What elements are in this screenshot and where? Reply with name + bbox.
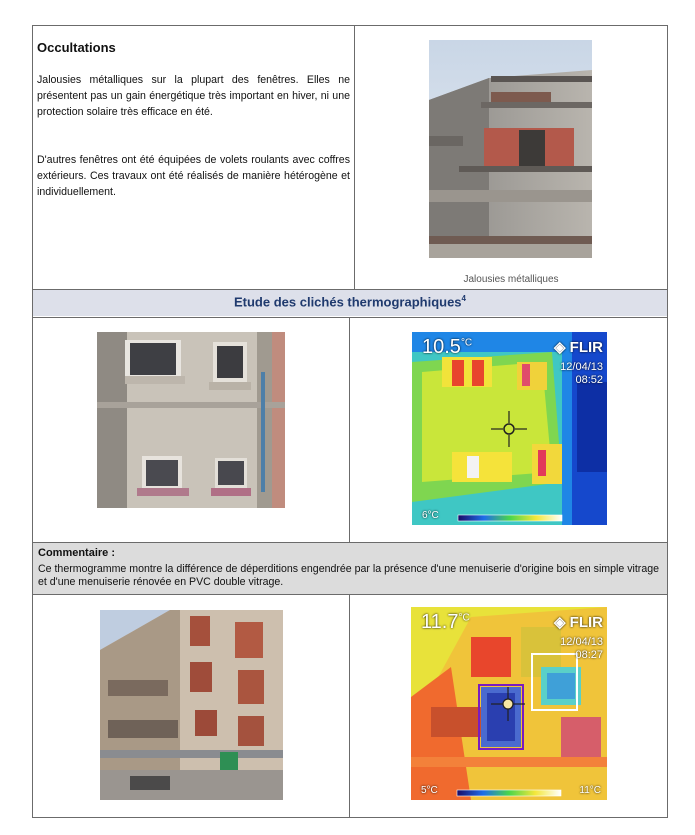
- section-heading: [33, 294, 667, 309]
- thermogram-2: [411, 607, 607, 800]
- table-right-border: [667, 25, 668, 818]
- facade-photo-jalousies: [429, 40, 592, 258]
- thermo-scale-min: 6°C: [422, 510, 439, 521]
- flir-brand-text: FLIR: [569, 339, 603, 356]
- thermo-temperature-unit: °C: [458, 612, 470, 624]
- flir-logo: ◈ FLIR: [553, 339, 603, 356]
- section-heading-text: Etude des clichés thermographiques: [233, 294, 462, 310]
- table-column-divider: [349, 317, 350, 543]
- thermo-datetime: [560, 636, 603, 662]
- table-row-divider: [32, 317, 668, 318]
- thermo-time: 08:27: [575, 649, 603, 661]
- table-left-border: [32, 25, 33, 818]
- comment-text: Ce thermogramme montre la différence de déperditions engendrée par la présence d'une menuiserie d'origine bois en simple vitrage et d'une menuiserie rénovée en PVC double vitrage.: [38, 563, 659, 588]
- thermo-scale-max: 11°C: [579, 785, 601, 796]
- table-column-divider: [354, 25, 355, 290]
- thermo-temperature-unit: °C: [460, 337, 473, 349]
- photo-caption: Jalousies métalliques: [463, 274, 559, 285]
- thermo-date: 12/04/13: [560, 636, 603, 648]
- comment-label: Commentaire :: [38, 547, 116, 559]
- section-title: Occultations: [37, 40, 116, 55]
- thermo-temperature-value: 11.7: [421, 611, 459, 633]
- thermo-temperature: [421, 611, 470, 634]
- thermo-temperature-value: 10.5: [422, 336, 461, 358]
- table-row-divider: [32, 594, 668, 595]
- table-bottom-border: [32, 817, 668, 818]
- flir-brand-text: FLIR: [569, 614, 603, 631]
- thermo-time: 08:52: [575, 374, 603, 386]
- thermogram-1: [412, 332, 607, 525]
- building-photo-1: [97, 332, 285, 508]
- thermo-date: 12/04/13: [560, 361, 603, 373]
- thermo-datetime: [560, 361, 603, 387]
- table-top-border: [32, 25, 668, 26]
- paragraph: D'autres fenêtres ont été équipées de volets roulants avec coffres extérieurs. Ces travaux ont été réalisés de manière hétérogène et individuellement.: [37, 154, 350, 198]
- building-photo-2: [100, 610, 283, 800]
- thermo-temperature: [422, 336, 472, 359]
- table-column-divider: [349, 594, 350, 818]
- thermo-scale-min: 5°C: [421, 785, 438, 796]
- flir-logo: ◈ FLIR: [553, 614, 603, 631]
- footnote-marker: 4: [461, 294, 466, 303]
- paragraph: Jalousies métalliques sur la plupart des fenêtres. Elles ne présentent pas un gain énergétique très important en hiver, ni une protection solaire très efficace en été.: [37, 74, 350, 118]
